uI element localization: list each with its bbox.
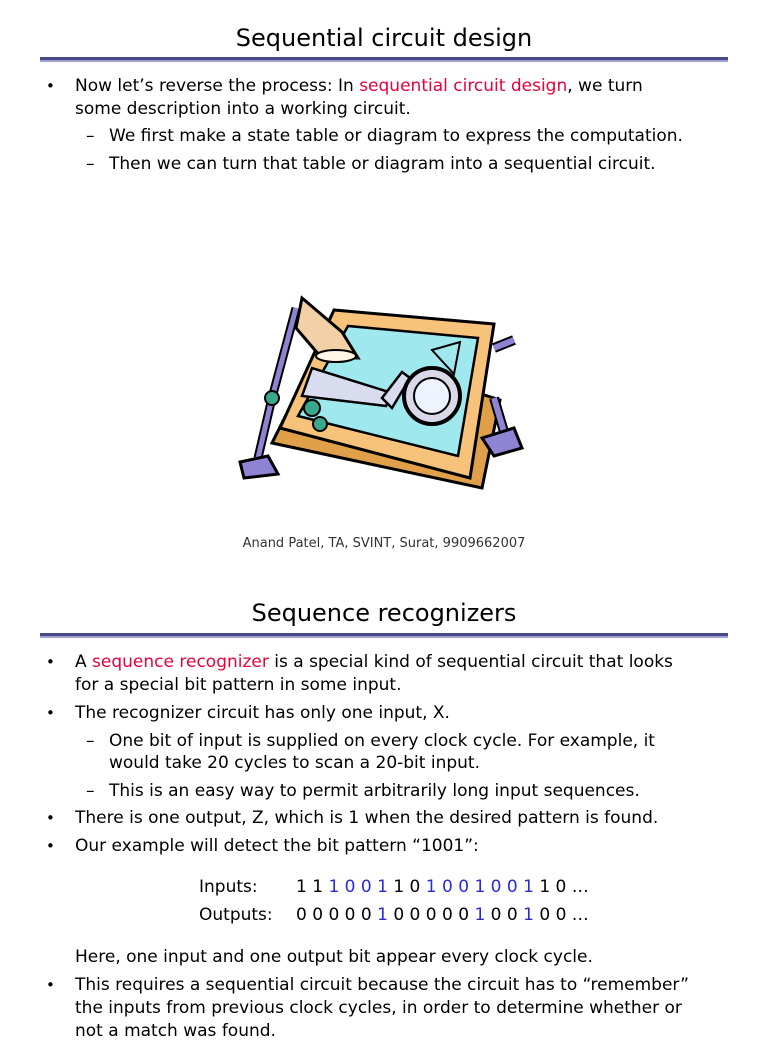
slide2-bullet4: Our example will detect the bit pattern “1001”: — [75, 836, 479, 856]
dash-marker: – — [86, 154, 95, 174]
slide2-bullet5-line3: not a match was found. — [75, 1021, 276, 1041]
dash-marker: – — [86, 731, 95, 751]
outputs-sequence — [296, 905, 589, 925]
inputs-seq-match2: 1 0 0 1 0 0 1 — [425, 877, 534, 897]
slide1-bullet1-post: , we turn — [567, 76, 643, 96]
dash-marker: – — [86, 781, 95, 801]
slide1-sub2: Then we can turn that table or diagram into a sequential circuit. — [109, 154, 656, 174]
slide1-title-rule — [40, 57, 728, 62]
drafting-table-clipart — [232, 288, 524, 498]
outputs-seq-a: 0 0 0 0 0 — [296, 905, 378, 925]
inputs-seq-a: 1 1 — [296, 877, 329, 897]
slide1-caption: Anand Patel, TA, SVINT, Surat, 9909662007 — [242, 536, 526, 551]
slide1-bullet1-line2: some description into a working circuit. — [75, 99, 411, 119]
slide2-sub1-line2: would take 20 cycles to scan a 20-bit input. — [109, 753, 480, 773]
slide1-bullet1-pre: Now let’s reverse the process: In — [75, 76, 360, 96]
slide2-title: Sequence recognizers — [251, 599, 517, 627]
slide2-bullet1-emphasis: sequence recognizer — [92, 652, 269, 672]
slide2-bullet2: The recognizer circuit has only one input, X. — [75, 703, 450, 723]
slide2-title-rule — [40, 633, 728, 638]
slide1-bullet1-emphasis: sequential circuit design — [359, 76, 568, 96]
bullet-marker: • — [46, 77, 55, 95]
outputs-seq-g: 0 0 … — [533, 905, 589, 925]
slide2-sub1: One bit of input is supplied on every clock cycle. For example, it — [109, 731, 655, 751]
outputs-label: Outputs: — [199, 905, 273, 925]
outputs-seq-hit3: 1 — [523, 905, 534, 925]
inputs-sequence — [296, 877, 589, 897]
slide1-title: Sequential circuit design — [235, 24, 533, 52]
slide2-bullet1-pre: A — [75, 652, 93, 672]
slide2-bullet1 — [75, 652, 673, 672]
outputs-seq-hit2: 1 — [474, 905, 486, 925]
outputs-seq-e: 0 0 — [485, 905, 524, 925]
slide2-sub2: This is an easy way to permit arbitrarily long input sequences. — [109, 781, 640, 801]
inputs-seq-match1: 1 0 0 1 — [328, 877, 388, 897]
inputs-seq-e: 1 0 … — [533, 877, 589, 897]
outputs-seq-c: 0 0 0 0 0 — [387, 905, 475, 925]
bullet-marker: • — [46, 704, 55, 722]
slide2-bullet1-line2: for a special bit pattern in some input. — [75, 675, 402, 695]
slide1-bullet1 — [75, 76, 643, 96]
slide2-bullet1-post: is a special kind of sequential circuit that looks — [268, 652, 673, 672]
slide2-bullet5: This requires a sequential circuit because the circuit has to “remember” — [75, 975, 689, 995]
bullet-marker: • — [46, 837, 55, 855]
slide2-bullet5-line2: the inputs from previous clock cycles, in order to determine whether or — [75, 998, 682, 1018]
bullet-marker: • — [46, 976, 55, 994]
slide2-bullet3: There is one output, Z, which is 1 when the desired pattern is found. — [75, 808, 659, 828]
dash-marker: – — [86, 126, 95, 146]
bullet-marker: • — [46, 809, 55, 827]
inputs-seq-c: 1 0 — [387, 877, 426, 897]
outputs-seq-hit1: 1 — [377, 905, 388, 925]
bullet-marker: • — [46, 653, 55, 671]
slide2-here-text: Here, one input and one output bit appear every clock cycle. — [75, 947, 593, 967]
inputs-label: Inputs: — [199, 877, 258, 897]
slide1-sub1: We first make a state table or diagram to express the computation. — [109, 126, 683, 146]
